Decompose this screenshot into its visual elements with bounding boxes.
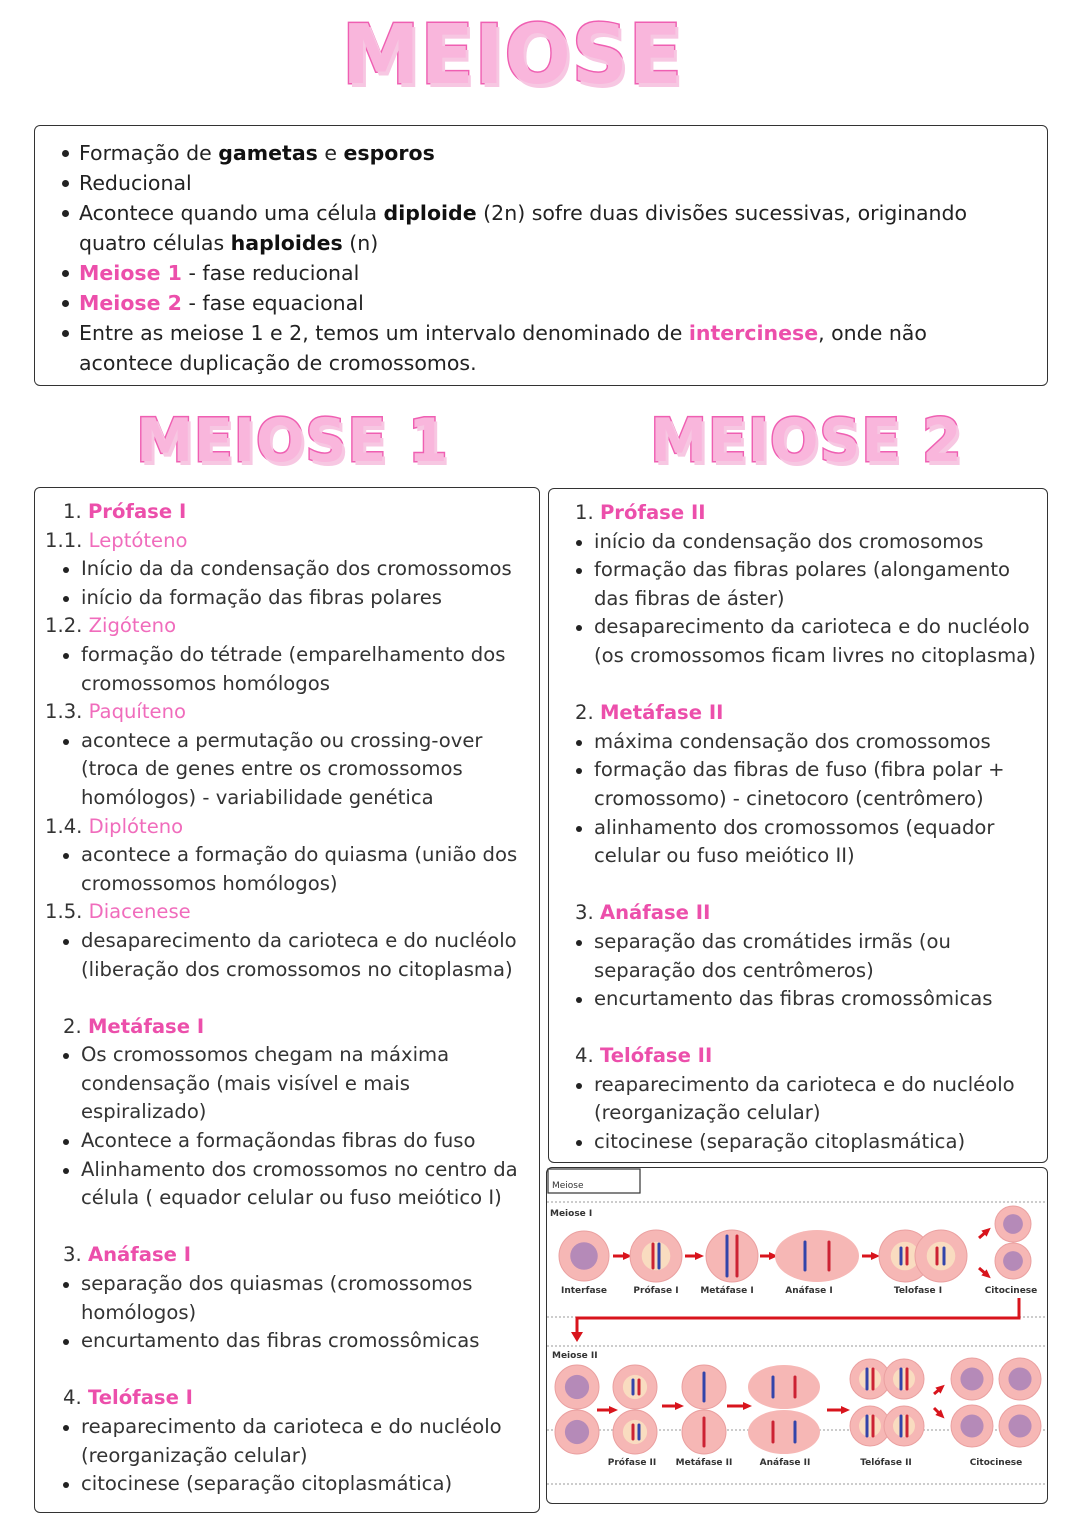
intro-item (79, 198, 1027, 258)
phase-heading (45, 1013, 529, 1042)
arrow-head-icon (695, 1252, 704, 1260)
arrow-head-icon (841, 1406, 850, 1414)
bullet-item: citocinese (separação citoplasmática) (559, 1128, 1039, 1157)
spacer (45, 1356, 529, 1385)
nucleus (1003, 1214, 1023, 1234)
arrow-head-icon (743, 1402, 752, 1410)
bullet-item: formação das fibras polares (alongamento das fibras de áster) (559, 556, 1039, 613)
text: e (317, 141, 344, 165)
nucleus (1008, 1414, 1031, 1437)
bullet-item: desaparecimento da carioteca e do nucléolo (liberação dos cromossomos no citoplasma) (45, 927, 529, 984)
bullet-item: máxima condensação dos cromossomos (559, 728, 1039, 757)
stage-label: Telófase II (860, 1458, 912, 1468)
highlight-term: Meiose 2 (79, 291, 182, 315)
highlight-term: intercinese (688, 321, 819, 345)
item-label: Anáfase II (599, 901, 711, 925)
stage-label: Metáfase I (700, 1286, 754, 1296)
stage-label: Citocinese (969, 1458, 1023, 1468)
bullet-item: Os cromossomos chegam na máxima condensação (mais visível e mais espiralizado) (45, 1041, 529, 1127)
item-number: 1. (575, 501, 600, 524)
bullet-item: formação das fibras de fuso (fibra polar + cromossomo) - cinetocoro (centrômero) (559, 756, 1039, 813)
spacer (559, 871, 1039, 900)
text: Entre as meiose 1 e 2, temos um intervalo denominado de (79, 321, 689, 345)
cell-anafase1 (775, 1230, 859, 1282)
phase-heading (559, 699, 1039, 728)
item-number: 1.4. (45, 814, 89, 838)
bullet-item: citocinese (separação citoplasmática) (45, 1470, 529, 1499)
phase-heading (45, 1241, 529, 1270)
item-number: 1.2. (45, 614, 89, 638)
nucleus (927, 1242, 956, 1271)
spacer (559, 671, 1039, 700)
item-label: Diacenese (88, 900, 191, 924)
intro-item (79, 138, 1027, 168)
phase-heading (559, 499, 1039, 528)
bullet-item: reaparecimento da carioteca e do nucléolo (reorganização celular) (45, 1413, 529, 1470)
item-number: 4. (63, 1386, 88, 1410)
nucleus (960, 1414, 983, 1437)
item-number: 3. (575, 901, 600, 925)
stage-label: Metáfase II (675, 1458, 733, 1468)
bullet-item: Início da da condensação dos cromossomos (45, 555, 529, 584)
meiose2-box (548, 488, 1048, 1163)
nucleus (960, 1367, 983, 1390)
stage-label: Anáfase II (759, 1458, 811, 1468)
nucleus (570, 1242, 598, 1270)
nucleus (623, 1375, 647, 1399)
text: - fase reducional (181, 261, 360, 285)
text: (2n) sofre duas divisões sucessivas, originando quatro células (79, 201, 968, 255)
meiose1-box (34, 487, 540, 1513)
bullet-item: reaparecimento da carioteca e do nucléolo (reorganização celular) (559, 1071, 1039, 1128)
bullet-item: Alinhamento dos cromossomos no centro da célula ( equador celular ou fuso meiótico I) (45, 1156, 529, 1213)
bullet-item: início da formação das fibras polares (45, 584, 529, 613)
bold-term: esporos (343, 141, 435, 165)
meiose1-title: MEIOSE 1 (136, 406, 449, 476)
cell (748, 1365, 820, 1409)
bold-term: gametas (218, 141, 318, 165)
nucleus (859, 1415, 881, 1437)
cell (748, 1410, 820, 1454)
item-number: 1.1. (45, 528, 89, 552)
item-label: Diplóteno (88, 814, 184, 838)
diagram-title: Meiose (552, 1181, 584, 1191)
text: Acontece quando uma célula (79, 201, 384, 225)
nucleus (565, 1375, 589, 1399)
item-label: Prófase II (599, 501, 706, 524)
bullet-item: acontece a permutação ou crossing-over (troca de genes entre os cromossomos homólogos) - variabilidade genética (45, 727, 529, 813)
item-label: Zigóteno (88, 614, 177, 638)
text: Reducional (79, 171, 192, 195)
subphase-heading (45, 813, 529, 842)
item-label: Prófase I (87, 500, 187, 523)
meiose1-label: Meiose I (550, 1209, 593, 1219)
item-label: Paquíteno (88, 700, 187, 724)
phase-heading (559, 1042, 1039, 1071)
nucleus (859, 1368, 881, 1390)
item-number: 1.5. (45, 900, 89, 924)
subphase-heading (45, 898, 529, 927)
spacer (45, 1213, 529, 1242)
nucleus (893, 1368, 915, 1390)
intro-box (34, 125, 1048, 386)
bullet-item: alinhamento dos cromossomos (equador celular ou fuso meiótico II) (559, 814, 1039, 871)
phase-heading (45, 498, 529, 527)
item-number: 4. (575, 1044, 600, 1068)
subphase-heading (45, 698, 529, 727)
spacer (559, 1014, 1039, 1043)
bullet-item: encurtamento das fibras cromossômicas (45, 1327, 529, 1356)
intro-item (79, 288, 1027, 318)
stage-label: Anáfase I (785, 1286, 833, 1296)
intro-item (79, 258, 1027, 288)
bullet-item: formação do tétrade (emparelhamento dos cromossomos homólogos (45, 641, 529, 698)
stage-label: Prófase II (607, 1458, 657, 1468)
item-label: Telófase I (87, 1386, 193, 1410)
item-label: Metáfase II (599, 701, 724, 725)
intro-list (79, 138, 1027, 378)
bullet-item: separação das cromátides irmãs (ou separação dos centrômeros) (559, 928, 1039, 985)
subphase-heading (45, 527, 529, 556)
arrow-head-icon (609, 1406, 618, 1414)
text: - fase equacional (181, 291, 364, 315)
text: (n) (342, 231, 379, 255)
stage-label: Interfase (560, 1286, 608, 1296)
highlight-term: Meiose 1 (79, 261, 182, 285)
nucleus (1008, 1367, 1031, 1390)
stage-label: Citocinese (984, 1286, 1038, 1296)
item-number: 2. (63, 1014, 88, 1038)
bullet-item: acontece a formação do quiasma (união dos cromossomos homólogos) (45, 841, 529, 898)
stage-label: Telofase I (893, 1286, 943, 1296)
cell-metafase1 (706, 1230, 758, 1282)
subphase-heading (45, 612, 529, 641)
bullet-item: Acontece a formaçãondas fibras do fuso (45, 1127, 529, 1156)
nucleus (893, 1415, 915, 1437)
item-label: Anáfase I (87, 1243, 192, 1267)
bold-term: diploide (383, 201, 477, 225)
item-number: 1.3. (45, 700, 89, 724)
bold-term: haploides (230, 231, 343, 255)
text: , onde não acontece duplicação de cromossomos. (79, 321, 927, 375)
meiose2-label: Meiose II (552, 1351, 598, 1361)
page-title: MEIOSE (341, 8, 683, 103)
bullet-item: encurtamento das fibras cromossômicas (559, 985, 1039, 1014)
bullet-item: desaparecimento da carioteca e do nucléolo (os cromossomos ficam livres no citoplasma) (559, 613, 1039, 670)
phase-heading (45, 1384, 529, 1413)
meiose-diagram (546, 1167, 1048, 1504)
nucleus (642, 1242, 671, 1271)
arrow-head-icon (571, 1332, 583, 1342)
nucleus (623, 1420, 647, 1444)
text: Formação de (79, 141, 219, 165)
item-label: Telófase II (599, 1044, 713, 1068)
item-number: 1. (63, 500, 88, 523)
arrow-head-icon (675, 1402, 684, 1410)
nucleus (1003, 1251, 1023, 1271)
bullet-item: início da condensação dos cromosomos (559, 528, 1039, 557)
meiose-diagram-figure (547, 1168, 1049, 1505)
intro-item (79, 168, 1027, 198)
spacer (45, 984, 529, 1013)
transition-arrow (577, 1298, 1019, 1336)
intro-item (79, 318, 1027, 378)
item-number: 3. (63, 1243, 88, 1267)
nucleus (565, 1420, 589, 1444)
bullet-item: separação dos quiasmas (cromossomos homólogos) (45, 1270, 529, 1327)
item-label: Leptóteno (88, 528, 188, 552)
item-number: 2. (575, 701, 600, 725)
stage-label: Prófase I (633, 1286, 679, 1296)
item-label: Metáfase I (87, 1014, 205, 1038)
meiose2-title: MEIOSE 2 (650, 406, 963, 476)
phase-heading (559, 899, 1039, 928)
